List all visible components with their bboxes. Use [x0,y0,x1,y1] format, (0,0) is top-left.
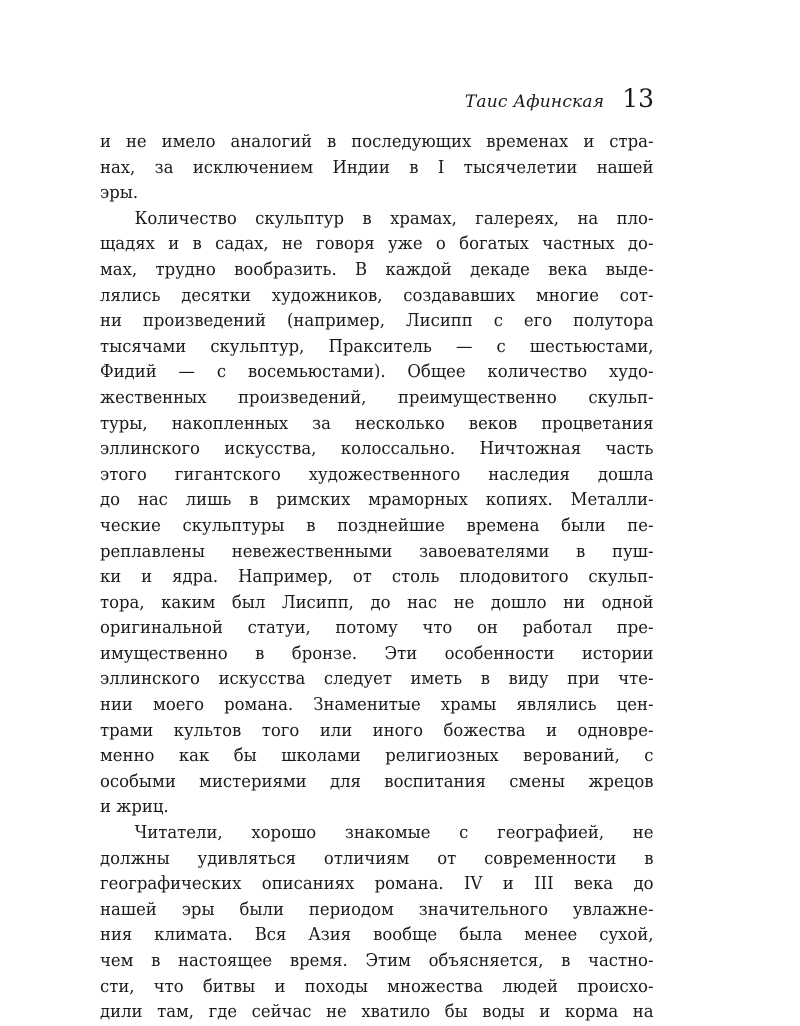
text-line: до нас лишь в римских мраморных копиях. Металли- [100,490,654,511]
running-header [465,84,654,113]
text-line: ческие скульптуры в позднейшие времена были пе- [100,515,654,536]
text-line: трами культов того или иного божества и одновре- [100,720,654,741]
text-line: и жриц. [100,797,169,818]
text-line: нах, за исключением Индии в I тысячелетии нашей [100,157,654,178]
text-line: этого гигантского художественного наследия дошла [100,464,654,485]
text-line: географических описаниях романа. IV и III века до [100,874,654,895]
text-line: туры, накопленных за несколько веков процветания [100,413,654,434]
text-line: ки и ядра. Например, от столь плодовитого скульп- [100,567,654,588]
paragraph-first-line: Читатели, хорошо знакомые с географией, не [134,823,654,844]
text-line: реплавлены невежественными завоевателями в пуш- [100,541,654,562]
text-line: имущественно в бронзе. Эти особенности истории [100,643,654,664]
text-line: должны удивляться отличиям от современности в [100,848,654,869]
text-line: эры. [100,183,139,204]
text-line: особыми мистериями для воспитания смены жрецов [100,771,654,792]
text-line: мах, трудно вообразить. В каждой декаде века выде- [100,259,654,280]
paragraph-first-line: Количество скульптур в храмах, галереях, на пло- [134,208,654,229]
text-line: чем в настоящее время. Этим объясняется, в частно- [100,951,654,971]
text-line: и не имело аналогий в последующих временах и стра- [100,132,654,152]
running-header-title: Таис Афинская [464,92,605,112]
text-line: жественных произведений, преимущественно скульп- [100,387,654,408]
text-line: оригинальной статуи, потому что он работал пре- [100,618,654,639]
text-line: Фидий — с восемьюстами). Общее количество худо- [100,362,654,383]
text-line: эллинского искусства, колоссально. Ничтожная часть [100,439,654,460]
text-line: эллинского искусства следует иметь в виду при чте- [100,669,654,690]
text-line: ни произведений (например, Лисипп с его полутора [100,311,654,332]
text-line: тора, каким был Лисипп, до нас не дошло ни одной [100,592,654,613]
text-line: менно как бы школами религиозных верований, с [100,746,654,767]
text-line: сти, что битвы и походы множества людей происхо- [100,976,654,997]
text-line: дили там, где сейчас не хватило бы воды и корма на [100,1002,654,1023]
text-line: нашей эры были периодом значительного увлажне- [100,899,654,920]
text-line: тысячами скульптур, Пракситель — с шестьюстами, [100,336,654,357]
text-line: щадях и в садах, не говоря уже о богатых частных до- [100,234,654,255]
text-line: нии моего романа. Знаменитые храмы являлись цен- [100,695,654,716]
page-number: 13 [622,84,654,113]
text-line: ния климата. Вся Азия вообще была менее сухой, [100,925,654,946]
body-text [100,130,654,1026]
text-line: лялись десятки художников, создававших многие сот- [100,285,654,306]
